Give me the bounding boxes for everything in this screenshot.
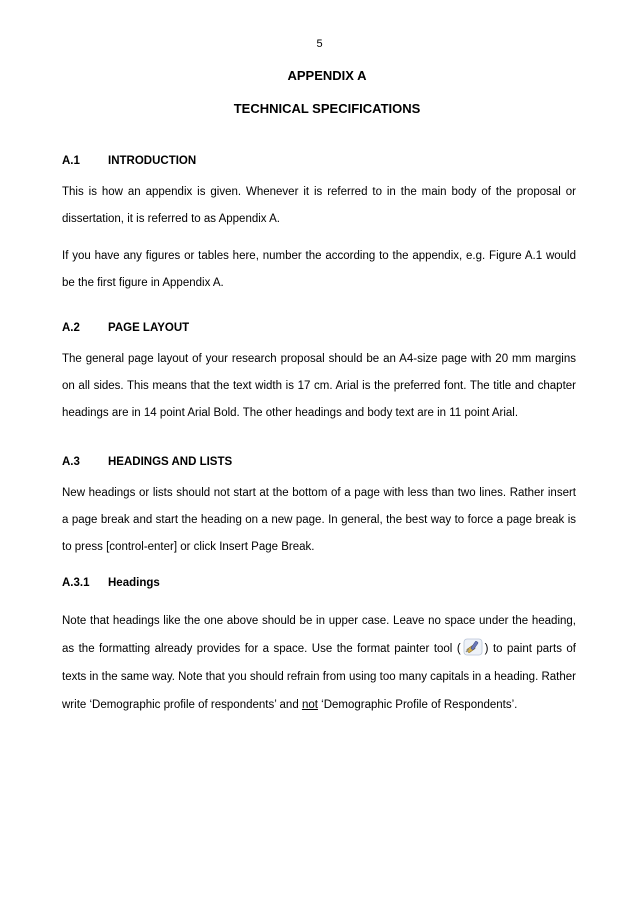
appendix-title: APPENDIX A <box>287 68 367 83</box>
section-heading-a1 <box>62 155 196 167</box>
paragraph-a1-1: This is how an appendix is given. Whenever it is referred to in the main body of the proposal or dissertation, it is referred to as Appendix A. <box>62 186 576 225</box>
appendix-subtitle: TECHNICAL SPECIFICATIONS <box>233 101 421 116</box>
section-title: PAGE LAYOUT <box>108 322 190 334</box>
section-heading-a31 <box>62 577 160 589</box>
section-title: INTRODUCTION <box>108 155 197 167</box>
section-number: A.3 <box>62 456 80 468</box>
paragraph-a31-1 <box>62 607 576 719</box>
section-number: A.2 <box>62 322 80 334</box>
emphasis-not: not <box>301 699 318 711</box>
paragraph-a3-1: New headings or lists should not start at the bottom of a page with less than two lines. Rather insert a page break and start the heading on a new page. In general, the best way to force a page break is to press [control-enter] or click Insert Page Break. <box>62 487 576 553</box>
page-number: 5 <box>316 38 323 50</box>
section-heading-a2 <box>62 322 189 334</box>
paragraph-a1-2: If you have any figures or tables here, number the according to the appendix, e.g. Figure A.1 would be the first figure in Appendix A. <box>62 250 576 289</box>
section-number: A.3.1 <box>62 577 90 589</box>
section-title: HEADINGS AND LISTS <box>108 456 233 468</box>
format-painter-icon <box>463 638 483 656</box>
section-number: A.1 <box>62 155 80 167</box>
paragraph-text-part: ‘Demographic Profile of Respondents’. <box>317 699 518 711</box>
section-heading-a3 <box>62 456 232 468</box>
paragraph-a2-1: The general page layout of your research proposal should be an A4-size page with 20 mm margins on all sides. This means that the text width is 17 cm. Arial is the preferred font. The title and chapter headings are in 14 point Arial Bold. The other headings and body text are in 11 point Arial. <box>62 353 576 419</box>
paragraph-text-part: ) to paint parts of texts in the same way. Note that you should refrain from using too many capitals in a heading. Rather write ‘Demographic profile of respondents’ and <box>62 643 576 711</box>
section-title: Headings <box>108 577 160 589</box>
paragraph-text-part: Note that headings like the one above should be in upper case. Leave no space under the heading, as the formatting already provides for a space. Use the format painter tool ( <box>62 615 576 655</box>
